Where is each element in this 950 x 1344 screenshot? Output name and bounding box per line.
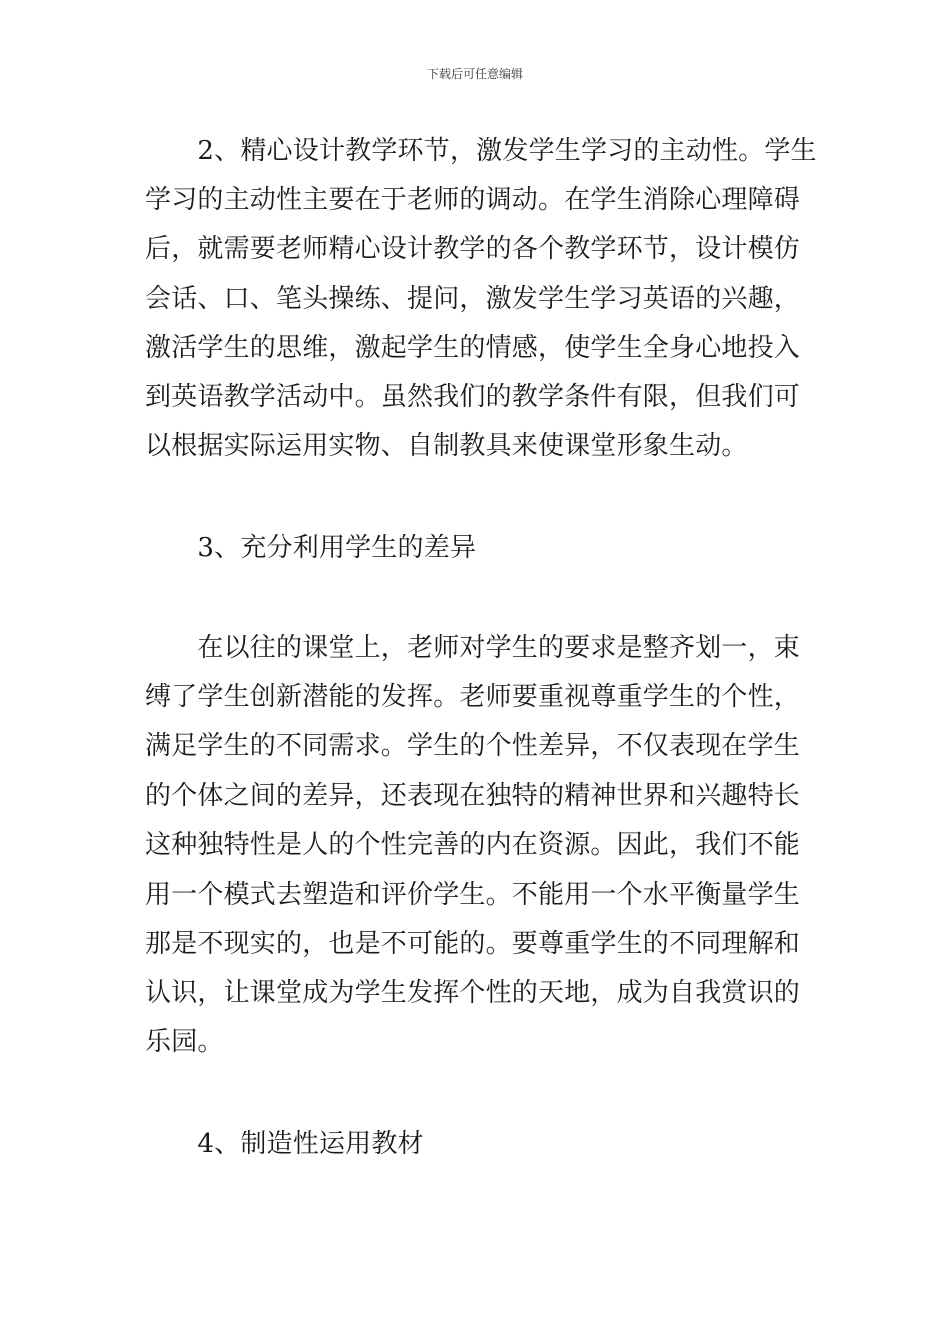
paragraph-3-line-5: 这种独特性是人的个性完善的内在资源。因此，我们不能 [145, 830, 801, 860]
paragraph-3-line-6: 用一个模式去塑造和评价学生。不能用一个水平衡量学生 [145, 880, 801, 910]
page-header: 下载后可任意编辑 [426, 67, 523, 81]
paragraph-1-line-7: 以根据实际运用实物、自制教具来使课堂形象生动。 [145, 431, 748, 461]
paragraph-3-line-2: 缚了学生创新潜能的发挥。老师要重视尊重学生的个性， [145, 682, 801, 712]
paragraph-1-line-2: 学习的主动性主要在于老师的调动。在学生消除心理障碍 [145, 185, 801, 215]
paragraph-1-line-3: 后，就需要老师精心设计教学的各个教学环节，设计模仿 [145, 234, 801, 264]
paragraph-1-line-5: 激活学生的思维，激起学生的情感，使学生全身心地投入 [145, 333, 801, 363]
paragraph-1-line-4: 会话、口、笔头操练、提问，激发学生学习英语的兴趣， [145, 284, 801, 314]
paragraph-3-line-3: 满足学生的不同需求。学生的个性差异，不仅表现在学生 [145, 731, 801, 761]
paragraph-3-line-4: 的个体之间的差异，还表现在独特的精神世界和兴趣特长 [145, 781, 801, 811]
paragraph-3-line-1: 在以往的课堂上，老师对学生的要求是整齐划一，束 [145, 633, 801, 663]
paragraph-1-line-6: 到英语教学活动中。虽然我们的教学条件有限，但我们可 [145, 382, 801, 412]
section-heading-3: 3、充分利用学生的差异 [145, 533, 477, 563]
section-heading-4: 4、制造性运用教材 [145, 1129, 424, 1159]
paragraph-3-line-8: 认识，让课堂成为学生发挥个性的天地，成为自我赏识的 [145, 978, 801, 1008]
paragraph-1-line-1: 2、精心设计教学环节，激发学生学习的主动性。学生 [145, 136, 817, 166]
paragraph-3-line-7: 那是不现实的，也是不可能的。要尊重学生的不同理解和 [145, 929, 801, 959]
paragraph-3-line-9: 乐园。 [145, 1027, 224, 1057]
